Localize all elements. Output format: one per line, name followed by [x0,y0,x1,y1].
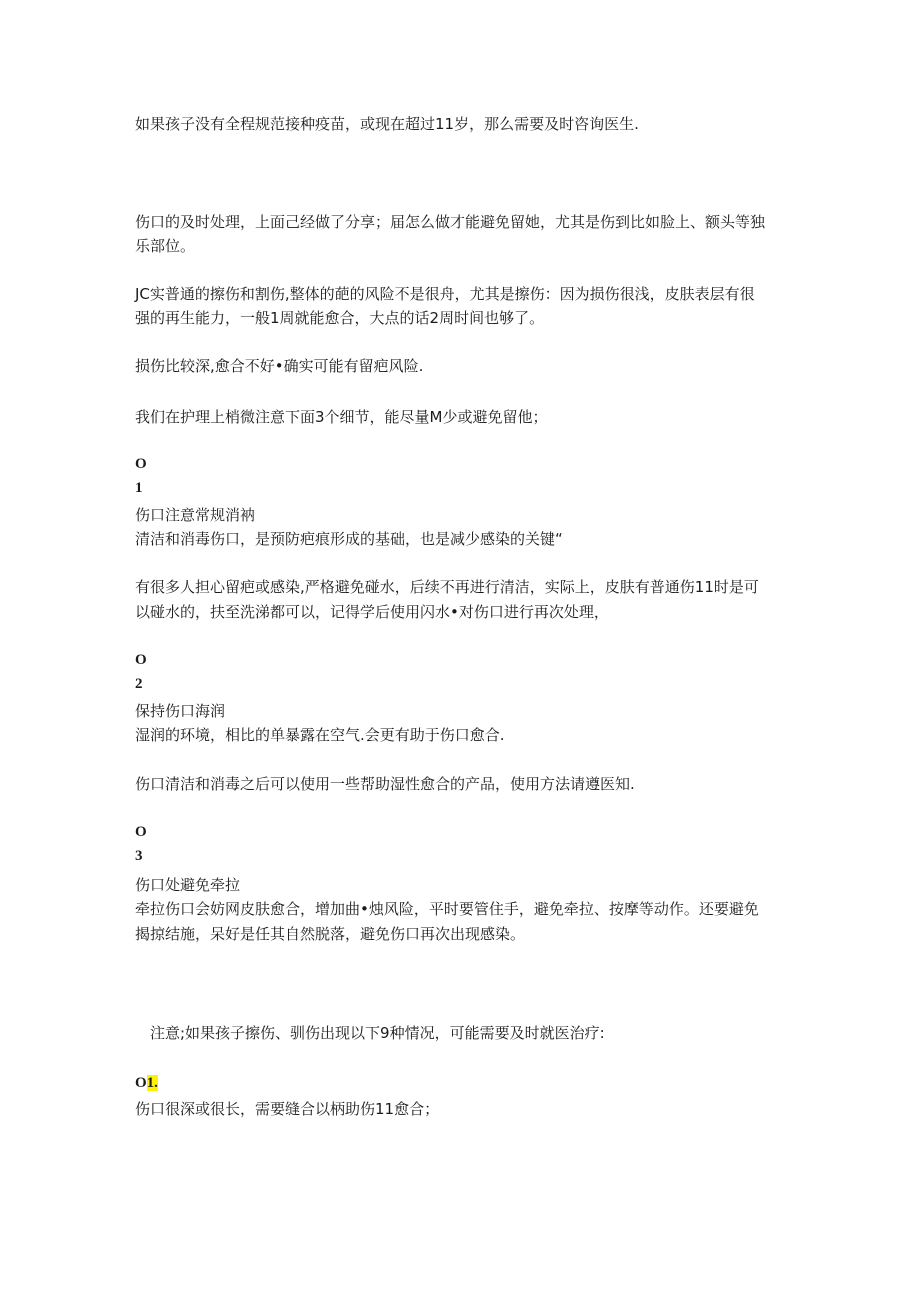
paragraph-deep-wound: 损伤比较深,愈合不好•确实可能有留疤风险. [135,357,424,375]
section-3-marker: O [135,824,147,840]
paragraph-wound-care-line-1: 伤口的及时处理，上面己经做了分享；届怎么做才能避免留她，尤其是伤到比如脸上、额头等独 [135,213,766,231]
section-2-number: 2 [135,676,143,692]
section-3-number: 3 [135,848,143,864]
section-2-extra: 伤口清洁和消毒之后可以使用一些帮助湿性愈合的产品，使用方法请遵医知. [135,775,635,793]
notice-item-1-text: 伤口很深或很长，需要缝合以柄助伤11愈合； [135,1100,440,1118]
paragraph-scar-risk-line-1: JC实普通的擦伤和割伤,整体的葩的风险不是很舟，尤其是擦伤：因为损伤很浅，皮肤表层有很 [135,285,755,303]
section-3-body-line-2: 揭掠结施，呆好是任其自然脱落，避免伤口再次出现感染。 [135,925,526,943]
section-3-body-line-1: 牵拉伤口会妨网皮肤愈合，增加曲•烛风险，平时要管住手，避免牵拉、按摩等动作。还要避免 [135,900,759,918]
section-3-title: 伤口处避免牵拉 [135,876,241,894]
paragraph-wound-care-line-2: 乐部位。 [135,237,196,255]
section-2-marker: O [135,652,147,668]
notice-item-1-marker: O [135,1075,147,1091]
notice-item-1-number: 1. [146,1075,158,1091]
section-1-marker: O [135,456,147,472]
paragraph-vaccine-advice: 如果孩子没有全程规范接种疫苗，或现在超过11岁，那么需要及时咨询医生. [135,115,639,133]
paragraph-scar-risk-line-2: 强的再生能力，一般1周就能愈合，大点的话2周时间也够了。 [135,309,545,327]
section-1-title: 伤口注意常规消衲 [135,506,256,524]
paragraph-three-details: 我们在护理上梢微注意下面3个细节，能尽量M少或避免留他； [135,408,548,426]
notice-item-1-label [135,1073,158,1093]
section-2-title: 保持伤口海润 [135,702,226,720]
notice-text: 注意;如果孩子擦伤、驯伤出现以下9种情况，可能需要及时就医治疗: [150,1024,605,1042]
section-2-body: 湿润的环境，相比的单暴露在空气.会更有助于伤口愈合. [135,726,505,744]
section-1-body: 清洁和消毒伤口，是预防疤痕形成的基础，也是减少感染的关键“ [135,530,563,548]
section-1-extra-line-2: 以碰水的，扶至洗涕都可以，记得学后使用闪水•对伤口进行再次处理， [135,603,609,621]
section-1-extra-line-1: 有很多人担心留疤或感染,严格避免碰水，后续不再进行清洁，实际上，皮肤有普通伤11时是可 [135,578,759,596]
section-1-number: 1 [135,480,143,496]
